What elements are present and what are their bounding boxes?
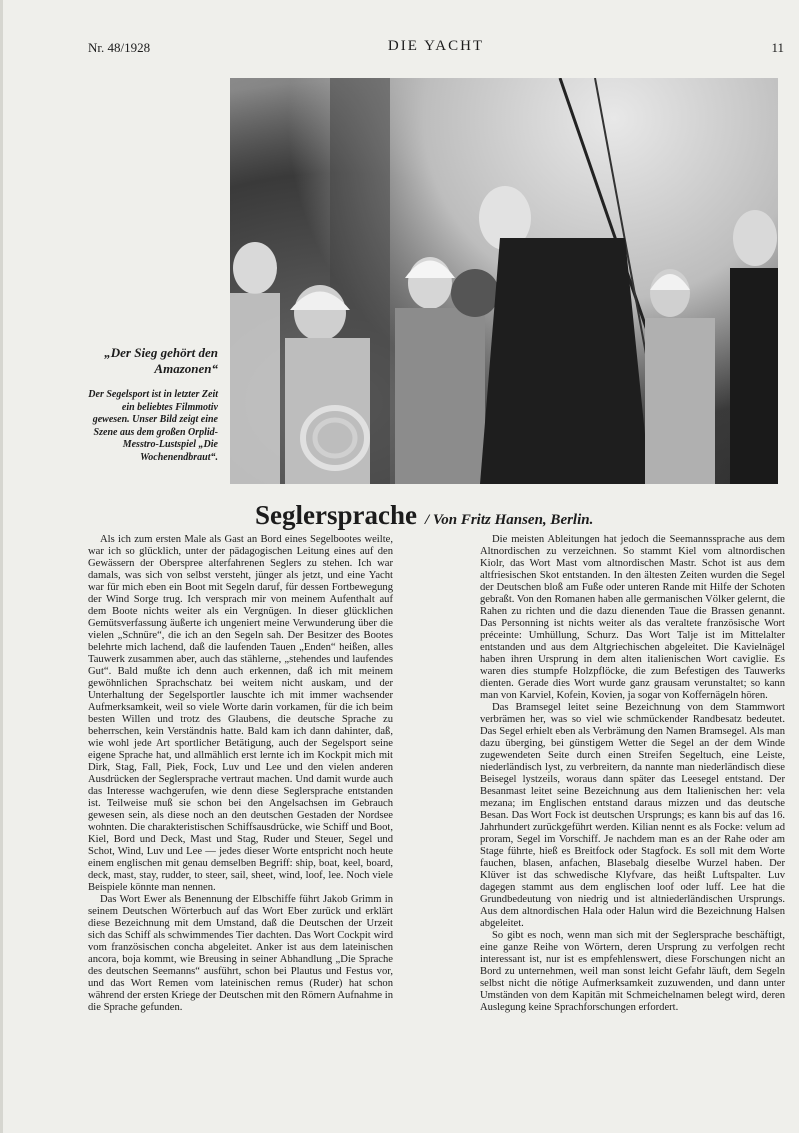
photo-caption	[88, 345, 218, 464]
issue-number: Nr. 48/1928	[88, 40, 151, 55]
article-title: Seglersprache	[255, 500, 417, 530]
paragraph: Das Wort Ewer als Benennung der Elbschiffe führt Jakob Grimm in seinem Deutschen Wörterbuch auf das Wort Eber zurück und erklärt diese Bezeichnung mit dem Umstand, daß die Deutschen der Urzeit sich das Schiff als schwimmendes Tier dachten. Das Wort Cockpit wird vom französischen concha abgeleitet. Anker ist aus dem lateinischen ancora, boja kommt, wie Breusing in seiner Abhandlung „Die Sprache des deutschen Seemanns“ ausführt, schon bei Plautus und Festus vor, und das Wort Remen vom lateinischen remus (Ruder) hat schon während der ersten Kriege der Deutschen mit den Römern Aufnahme in die Sprache gefunden.	[88, 894, 393, 1013]
paragraph: So gibt es noch, wenn man sich mit der Seglersprache beschäftigt, eine ganze Reihe von Wörtern, deren Ursprung zu verfolgen recht interessant ist, nur ist es empfehlenswert, diese Forschungen nicht an Bord zu unternehmen, weil man sonst leicht Gefahr läuft, dem Segeln selbst nicht die nötige Aufmerksamkeit zuzuwenden, und dann unter Umständen von dem Kapitän mit Schmeichelnamen belegt wird, deren Auslegung keine Sprachforschungen erfordert.	[480, 930, 785, 1013]
photograph-placeholder-icon	[230, 78, 778, 484]
film-still-photo	[230, 78, 778, 484]
paragraph: Die meisten Ableitungen hat jedoch die Seemannssprache aus dem Altnordischen zu verzeichnen. So stammt Kiel vom altnordischen Kiolr, das Wort Mast vom altnordischen Mastr. Schot ist aus dem altfriesischen Skot entstanden. In den ältesten Zeiten wurden die Segel der Deutschen bloß am Fuße oder unteren Rande mit Hilfe der Schoten gebraßt. Von den Romanen haben alle germanischen Völker gelernt, die Rahen zu richten und die dazu dienenden Taue die Brassen genannt. Das Personning ist nichts weiter als das veraltete französische Wort préceinte: Umhüllung, Schurz. Das Wort Talje ist im Mittelalter entstanden und aus dem Altgriechischen abgeleitet. Die Kavielnägel haben ihren Ursprung in dem alten italienischen Wort caviglie. Es waren dies stumpfe Holzpflöcke, die zum Befestigen des Tauwerks dienten. Gerade dies Wort wurde ganz grausam verunstaltet; so kann man von Karviel, Kofein, Kovien, ja sogar von Koffernägeln hören.	[480, 534, 785, 701]
caption-title: „Der Sieg gehört den Amazonen“	[104, 345, 218, 376]
caption-text: Der Segelsport ist in letzter Zeit ein beliebtes Filmmotiv gewesen. Unser Bild zeigt eine Szene aus dem großen Orplid-Messtro-Lustspiel „Die Wochenendbraut“.	[88, 389, 218, 463]
page-header	[88, 38, 784, 60]
article-column-left	[88, 534, 393, 1014]
article-headline	[255, 500, 593, 530]
paragraph: Das Bramsegel leitet seine Bezeichnung von dem Stammwort verbrämen her, was so viel wie schmückender Randbesatz bedeutet. Das Segel erhielt eben als Verbrämung den Namen Bramsegel. Als man dazu überging, bei günstigem Wetter die Segel an der dem Winde zugewendeten Seite durch einen Streifen Segeltuch, eine Leiste, niederländisch lyst, zu verbreitern, da nannte man niederländisch diese Beisegel lystzeils, woraus dann später das Leesegel entstand. Der Besanmast leitet seine Bezeichnung aus dem Italienischen her: vela mezana; im Englischen entstand daraus mizzen und das deutsche Besan. Das Wort Fock ist deutschen Ursprungs; es kann bis auf das 16. Jahrhundert zurückgeführt werden. Kilian nennt es als Focke: velum ad proram, Segel im Vorschiff. Je nachdem man es an der Rahe oder am Stage führte, hieß es Breitfock oder Stagfock. Es soll mit dem Worte fauchen, blasen, anfachen, Blasebalg dieselbe Wurzel haben. Der Klüver ist das schwedische Klyfvare, das heißt Luftspalter. Luv dagegen stammt aus dem englischen loof oder luff. Lee hat die Grundbedeutung von niedrig und ist altniederländischen Ursprungs. Aus dem altnordischen Hala oder Halun wird die Bezeichnung Halsen abgeleitet.	[480, 702, 785, 929]
page-number: 11	[771, 40, 784, 55]
magazine-title: DIE YACHT	[387, 38, 485, 54]
article-byline: / Von Fritz Hansen, Berlin.	[424, 512, 594, 528]
article-column-right	[480, 534, 785, 1014]
paragraph: Als ich zum ersten Male als Gast an Bord eines Segelbootes weilte, war ich so glücklich, unter der pädagogischen Leitung eines auf den Gewässern der Oberspree alterfahrenen Seglers zu stehen. Ich war damals, was sich von selbst versteht, jünger als jetzt, und eine Yacht war für mich eben ein Boot mit Segeln daruf, für dessen Fortbewegung der Wind Sorge trug. Ich versprach mir von meinem Aufenthalt auf dem Boote nichts weiter als ein Vergnügen. In dieser glücklichen Gemütsverfassung äußerte ich ungeniert meine Verwunderung über die vielen „Schnüre“, die ich an den Segeln sah. Der Besitzer des Bootes belehrte mich lachend, daß die laufenden Tauen „Enden“ heißen, alles Tauwerk zusammen aber, auch das stählerne, „stehendes und laufendes Gut“. Bald mußte ich denn auch erkennen, daß ich mit meinem gewöhnlichen Sprachschatz bei weitem nicht auskam, und der Unterhaltung der Segelsportler lauschte ich mit immer wachsender Aufmerksamkeit, weil so viele Worte darin vorkamen, für die ich beim besten Willen und trotz des Glaubens, die deutsche Sprache zu beherrschen, kein Verständnis hatte. Bald kam ich dann dahinter, daß, wie wohl jede Art sportlicher Betätigung, auch der Segelsport seine eigene Sprache hat, und allmählich erst lernte ich im Kockpit mich mit Dirk, Stag, Fall, Piek, Fock, Luv und Lee und den vielen anderen Ausdrücken der Seglersprache vertraut machen. Und damit wurde auch das Interesse wachgerufen, wie denn diese Seglersprache entstanden ist. Teilweise muß sie schon bei den Angelsachsen im Gebrauch gewesen sein, als diese noch an den deutschen Gestaden der Nordsee wohnten. Die charakteristischen Schiffsausdrücke, wie Schiff und Boot, Kiel, Bord und Deck, Mast und Stag, Ruder und Steuer, Segel und Schot, Wind, Luv und Lee — jedes dieser Worte entspricht noch heute einem englischen mit genau demselben Begriff: ship, boat, keel, board, deck, mast, stay, rudder, to steer, sail, sheet, wind, loof, lee. Noch viele Beispiele könnte man nennen.	[88, 534, 393, 893]
